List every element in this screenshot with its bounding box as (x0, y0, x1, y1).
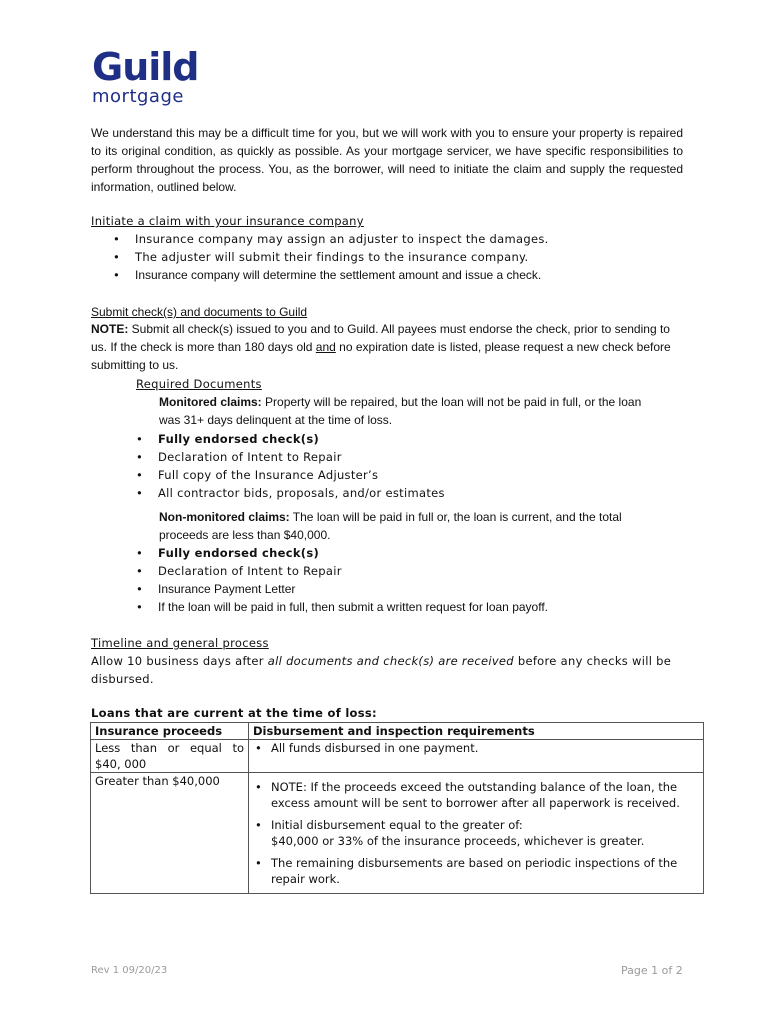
non-monitored-claims (159, 508, 669, 544)
list-item-text: Insurance Payment Letter (158, 582, 296, 596)
monitored-claims (159, 393, 659, 429)
loans-current-table (90, 722, 704, 894)
list-item-text: Insurance company will determine the settlement amount and issue a check. (135, 268, 542, 282)
table-header-row (91, 723, 704, 740)
list-item-text: Fully endorsed check(s) (158, 546, 320, 560)
list-item: • Declaration of Intent to Repair (136, 448, 676, 466)
timeline-text-1: Allow 10 business days after (91, 654, 268, 668)
list-item: • The adjuster will submit their findings to the insurance company. (113, 248, 693, 266)
timeline-text-2: before any checks will be disbursed. (91, 654, 672, 686)
submit-note (91, 320, 683, 374)
guild-mortgage-logo (92, 45, 212, 108)
footer-page-number: Page 1 of 2 (621, 964, 683, 977)
list-item-text: Fully endorsed check(s) (158, 432, 320, 446)
non-monitored-list (136, 544, 676, 616)
row1-requirements (249, 740, 704, 773)
list-item: • The remaining disbursements are based on periodic inspections of the repair work. (253, 855, 699, 887)
row1-proceeds: Less than or equal to $40, 000 (91, 740, 249, 773)
non-monitored-label: Non-monitored claims: (159, 510, 290, 524)
list-item (136, 580, 676, 598)
list-item (253, 817, 699, 849)
required-documents-heading: Required Documents (136, 377, 262, 391)
note-text-2: no expiration date is listed, please request a new check before submitting to us. (91, 340, 671, 372)
monitored-text: Property will be repaired, but the loan will not be paid in full, or the loan was 31+ days delinquent at the time of loss. (159, 395, 642, 427)
list-item (136, 544, 676, 562)
list-item: • Declaration of Intent to Repair (136, 562, 676, 580)
intro-paragraph: We understand this may be a difficult time for you, but we will work with you to ensure your property is repaired to its original condition, as quickly as possible. As your mortgage servicer, we have specific responsibilities to perform throughout the process. You, as the borrower, will need to initiate the claim and supply the requested information, outlined below. (91, 126, 683, 194)
timeline-text-italic: all documents and check(s) are received (267, 654, 514, 668)
row2-requirements (249, 773, 704, 894)
monitored-label: Monitored claims: (159, 395, 262, 409)
list-item (136, 598, 676, 616)
list-item: • Full copy of the Insurance Adjuster’s (136, 466, 676, 484)
monitored-list (136, 430, 676, 502)
list-item-text: If the loan will be paid in full, then submit a written request for loan payoff. (158, 600, 548, 614)
claim-list (113, 230, 693, 284)
col-disbursement-requirements: Disbursement and inspection requirements (249, 723, 704, 740)
claim-heading: Initiate a claim with your insurance company (91, 214, 364, 228)
submit-heading: Submit check(s) and documents to Guild (91, 305, 308, 319)
list-item: • All funds disbursed in one payment. (253, 740, 699, 756)
list-item-text-line2: $40,000 or 33% of the insurance proceeds, whichever is greater. (271, 834, 645, 848)
col-insurance-proceeds: Insurance proceeds (91, 723, 249, 740)
note-and: and (315, 340, 336, 354)
list-item (113, 266, 693, 284)
loans-current-heading: Loans that are current at the time of loss: (91, 706, 377, 720)
list-item: • Insurance company may assign an adjuster to inspect the damages. (113, 230, 693, 248)
note-text-1: Submit all check(s) issued to you and to Guild. All payees must endorse the check, prior to sending to us. If the check is more than 180 days old (91, 322, 670, 354)
list-item (136, 430, 676, 448)
non-monitored-text: The loan will be paid in full or, the loan is current, and the total proceeds are less than $40,000. (159, 510, 622, 542)
table-row (91, 740, 704, 773)
table-row (91, 773, 704, 894)
row2-proceeds: Greater than $40,000 (91, 773, 249, 894)
logo-brand: Guild (92, 45, 199, 89)
list-item-text: Initial disbursement equal to the greater of: (271, 818, 523, 832)
footer-revision: Rev 1 09/20/23 (91, 965, 168, 976)
note-label: NOTE: (91, 322, 129, 336)
timeline-heading: Timeline and general process (91, 636, 269, 650)
list-item: • NOTE: If the proceeds exceed the outstanding balance of the loan, the excess amount will be sent to borrower after all paperwork is received. (253, 779, 699, 811)
list-item: • All contractor bids, proposals, and/or estimates (136, 484, 676, 502)
timeline-text (91, 652, 691, 688)
logo-sub: mortgage (92, 86, 184, 107)
